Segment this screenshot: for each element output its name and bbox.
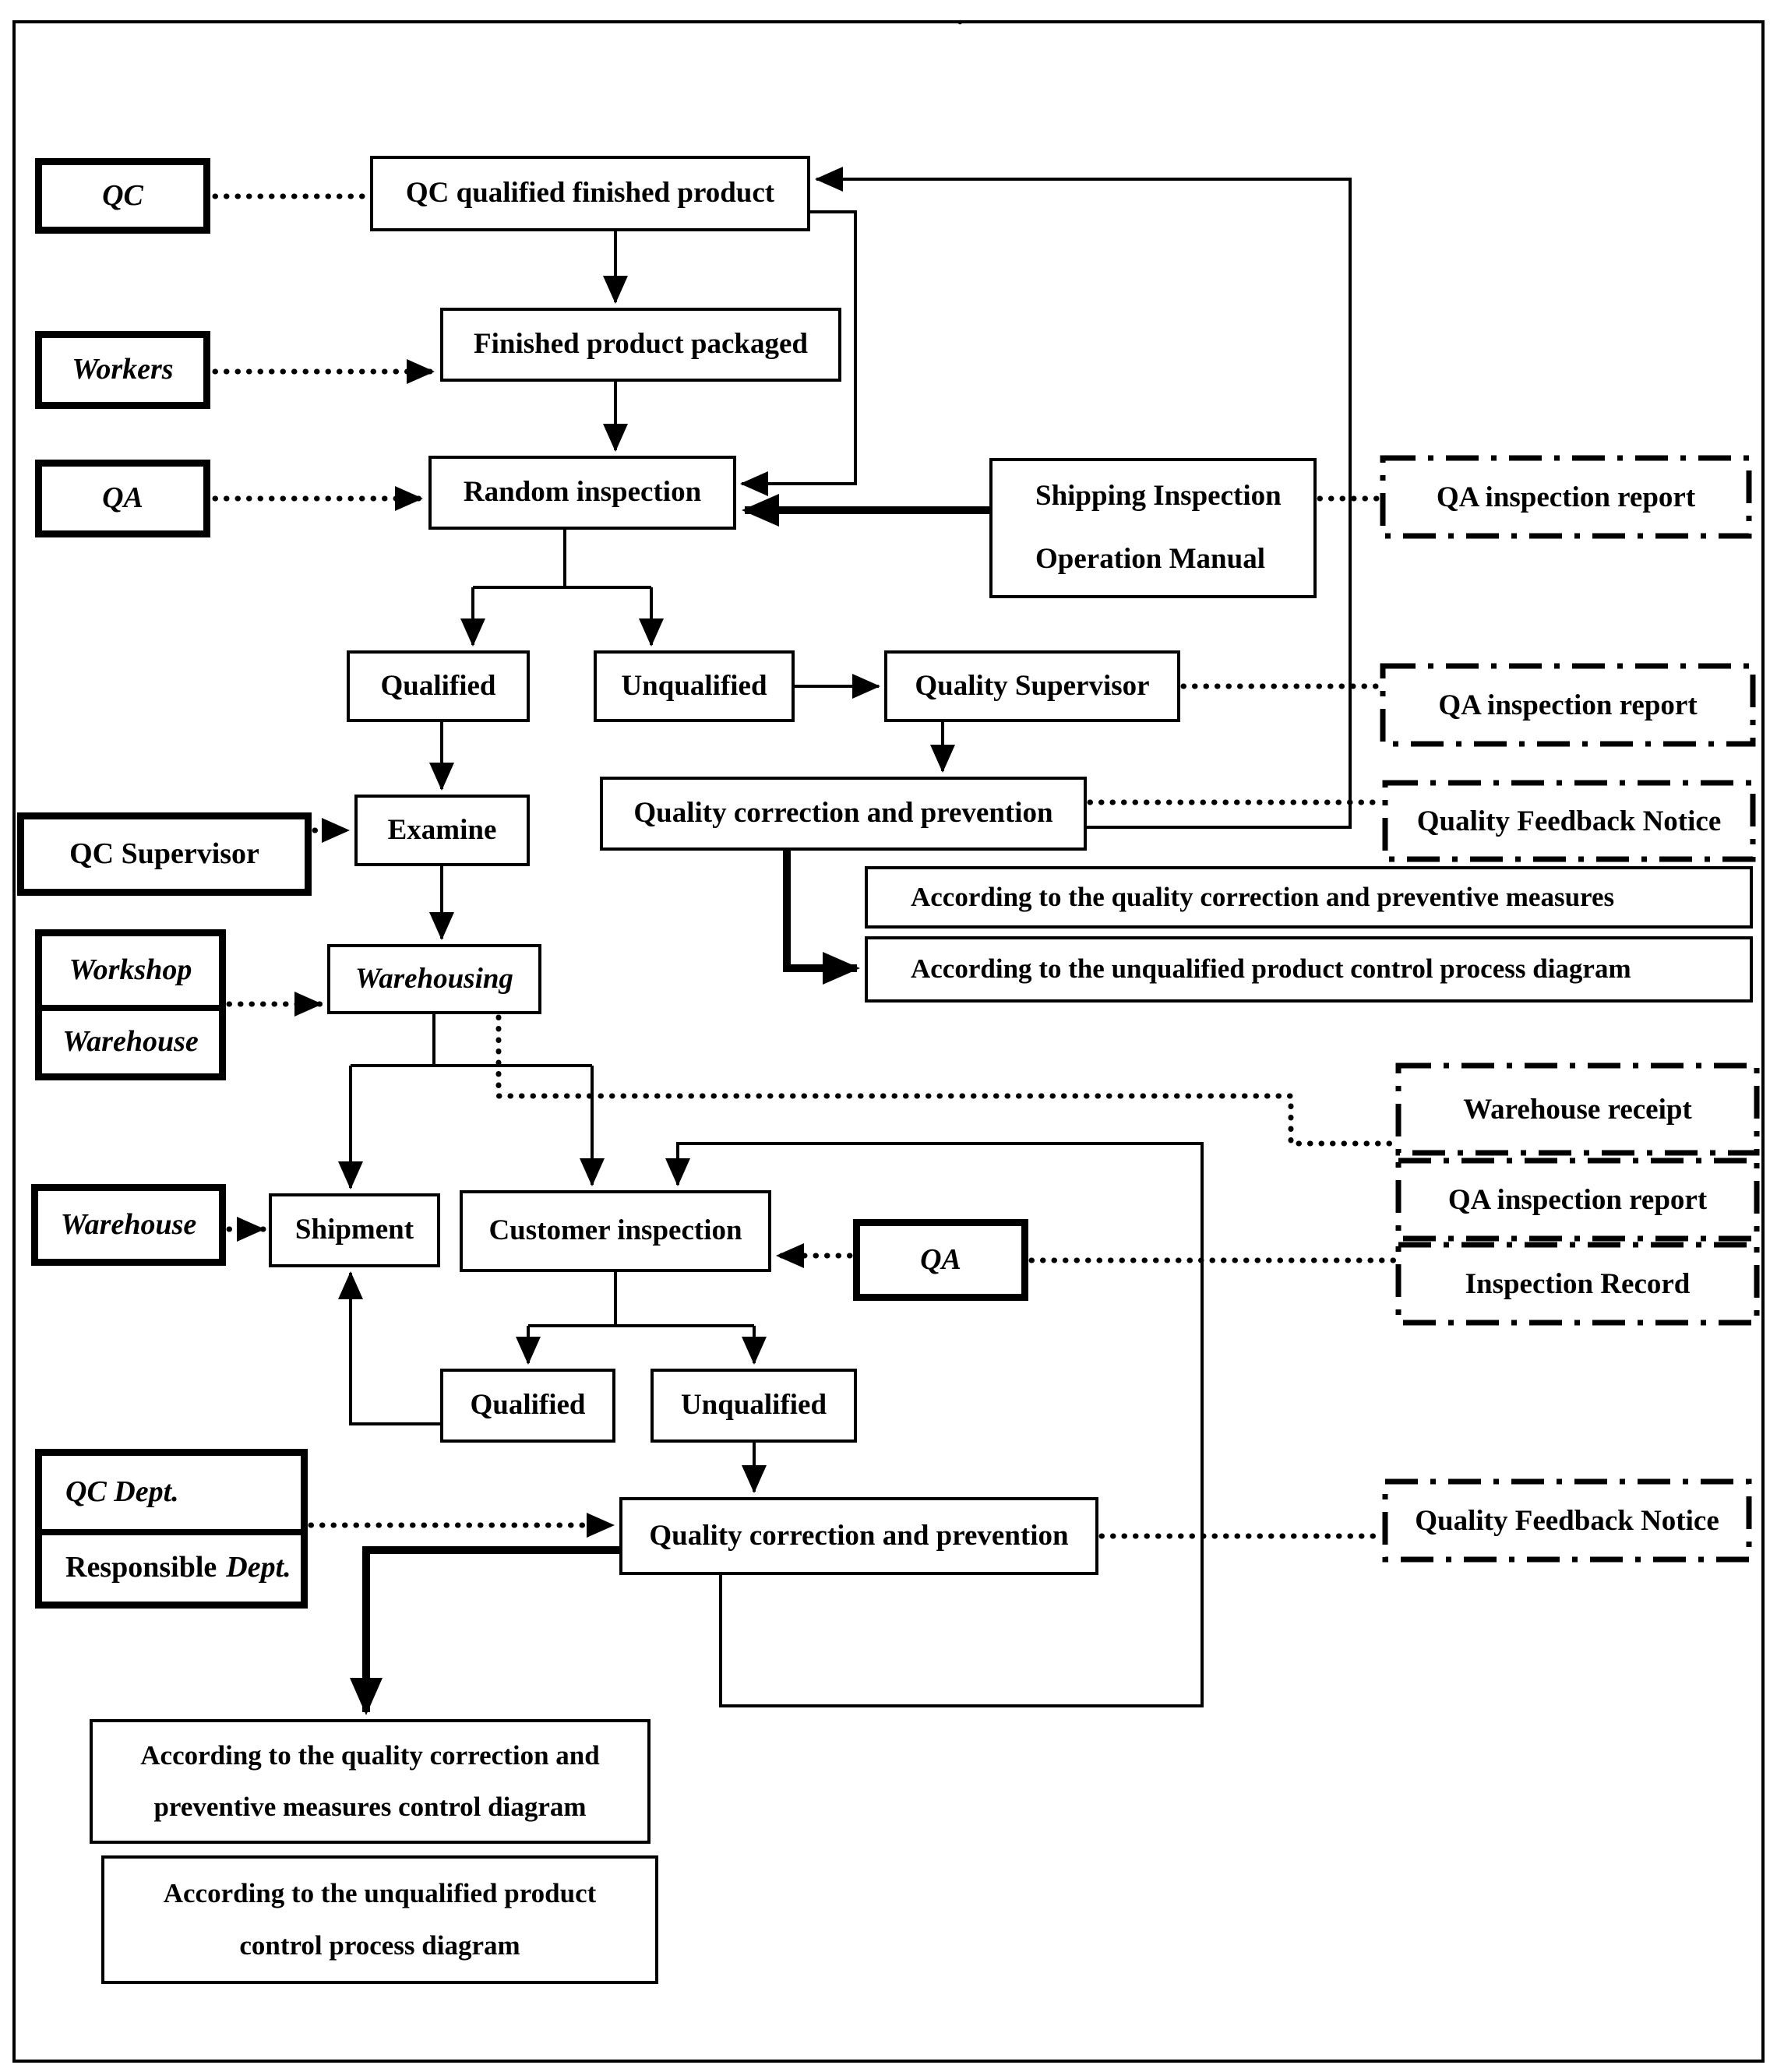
note-bottom-measures-line1: According to the quality correction and	[140, 1739, 600, 1771]
actor-responsible-label: Responsible	[65, 1551, 217, 1584]
node-shipping-manual	[989, 458, 1317, 598]
node-customer-inspection	[460, 1190, 771, 1272]
actor-qc-dept	[35, 1449, 308, 1609]
stray-dot: .	[957, 2, 964, 30]
node-qc-qualified	[370, 156, 810, 231]
actor-qa-top	[35, 460, 210, 537]
node-qcp-2	[619, 1497, 1098, 1575]
line-qualified2-to-shipment	[351, 1273, 440, 1424]
actor-qc	[35, 158, 210, 234]
note-acc-measures-label: According to the quality correction and preventive measures	[911, 881, 1615, 912]
actor-responsible-dept-label: Dept.	[226, 1551, 291, 1584]
node-qualified-2	[440, 1369, 615, 1443]
doc-feedback1-label: Quality Feedback Notice	[1416, 805, 1722, 837]
note-bottom-measures-line2: preventive measures control diagram	[153, 1792, 587, 1822]
doc-qa-report3	[1398, 1161, 1757, 1239]
note-acc-measures	[865, 866, 1753, 929]
actor-qa-top-label: QA	[102, 481, 143, 515]
node-qualified-1-label: Qualified	[380, 669, 496, 702]
actor-qa-mid-label: QA	[920, 1242, 961, 1276]
doc-feedback1	[1385, 783, 1753, 859]
node-examine	[354, 795, 530, 866]
doc-qa-report1	[1383, 458, 1749, 536]
node-shipping-manual-line1: Shipping Inspection	[1035, 480, 1282, 513]
node-random-inspection	[428, 456, 736, 530]
doc-qa-report1-label: QA inspection report	[1436, 481, 1696, 513]
node-unqualified-1-label: Unqualified	[621, 669, 767, 702]
actor-workers-label: Workers	[72, 353, 174, 386]
node-finished-packaged	[440, 308, 841, 382]
actor-qc-supervisor-label: QC Supervisor	[69, 837, 259, 870]
node-shipment	[269, 1193, 440, 1267]
actor-workshop-cell	[42, 936, 219, 1005]
doc-qa-report3-label: QA inspection report	[1447, 1183, 1708, 1216]
node-qcp-2-label: Quality correction and prevention	[649, 1519, 1069, 1552]
note-bottom-unqualified-line2: control process diagram	[239, 1929, 520, 1961]
actor-warehouse-label: Warehouse	[60, 1207, 197, 1241]
note-bottom-unqualified	[101, 1855, 658, 1984]
doc-inspection-record-label: Inspection Record	[1465, 1267, 1691, 1300]
node-qcp-1-label: Quality correction and prevention	[633, 797, 1053, 830]
doc-qa-report2	[1383, 666, 1753, 744]
node-quality-supervisor-label: Quality Supervisor	[915, 669, 1150, 702]
note-bottom-measures	[90, 1719, 651, 1844]
node-qcp-1	[600, 777, 1087, 851]
node-unqualified-2	[651, 1369, 857, 1443]
note-bottom-unqualified-line1: According to the unqualified product	[163, 1878, 597, 1909]
actor-workers	[35, 331, 210, 409]
thick-qcp2-to-measures-note	[366, 1550, 619, 1712]
actor-workshop-warehouse-label: Warehouse	[62, 1025, 199, 1059]
doc-inspection-record	[1398, 1245, 1757, 1323]
actor-workshop-warehouse	[35, 929, 226, 1080]
node-examine-label: Examine	[387, 813, 497, 846]
actor-qa-mid	[853, 1219, 1028, 1301]
node-customer-inspection-label: Customer inspection	[488, 1214, 742, 1247]
node-shipment-label: Shipment	[294, 1214, 414, 1246]
dotted-warehousing-to-receipt	[499, 1017, 1394, 1143]
node-finished-packaged-label: Finished product packaged	[473, 328, 809, 361]
actor-qc-dept-label: QC Dept.	[65, 1475, 179, 1508]
node-shipping-manual-line2: Operation Manual	[1035, 543, 1265, 575]
note-acc-unqualified-label: According to the unqualified product control process diagram	[911, 953, 1631, 985]
doc-feedback2-label: Quality Feedback Notice	[1415, 1504, 1719, 1537]
actor-qc-dept-cell	[42, 1456, 301, 1529]
doc-qa-report2-label: QA inspection report	[1438, 689, 1698, 721]
thick-qcp1-to-unqualified-note	[787, 851, 857, 968]
node-qualified-2-label: Qualified	[470, 1389, 586, 1422]
actor-workshop-label: Workshop	[69, 953, 192, 987]
node-warehousing	[327, 944, 541, 1014]
node-unqualified-2-label: Unqualified	[680, 1389, 827, 1422]
doc-feedback2	[1385, 1482, 1749, 1559]
actor-qc-label: QC	[102, 178, 143, 212]
node-random-inspection-label: Random inspection	[463, 476, 702, 509]
doc-warehouse-receipt-label: Warehouse receipt	[1463, 1093, 1692, 1126]
node-qualified-1	[347, 650, 530, 722]
node-qc-qualified-label: QC qualified finished product	[405, 177, 775, 210]
node-unqualified-1	[594, 650, 795, 722]
doc-warehouse-receipt	[1398, 1066, 1757, 1153]
actor-workshop-warehouse-cell	[42, 1005, 219, 1073]
node-quality-supervisor	[884, 650, 1180, 722]
actor-warehouse	[31, 1184, 226, 1266]
node-warehousing-label: Warehousing	[355, 962, 513, 995]
note-acc-unqualified	[865, 936, 1753, 1003]
actor-responsible-cell	[42, 1529, 301, 1602]
actor-qc-supervisor	[17, 812, 312, 896]
